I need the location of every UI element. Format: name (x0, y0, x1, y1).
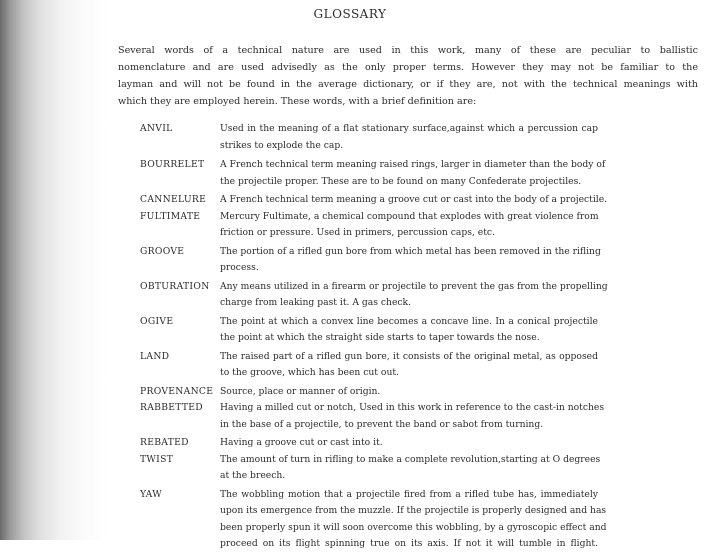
definition-line: A French technical term meaning a groove cut or cast into the body of a projectile. (220, 194, 608, 205)
definition-line: in the base of a projectile, to prevent the band or sabot from turning. (220, 418, 544, 430)
glossary-definition (220, 157, 606, 190)
glossary-entry (140, 192, 608, 209)
glossary-entry (140, 487, 607, 553)
glossary-term: PROVENANCE (140, 385, 214, 397)
definition-line: Any means utilized in a firearm or projectile to prevent the gas from the propelling (220, 280, 608, 292)
definition-line: Having a groove cut or cast into it. (220, 437, 383, 448)
glossary-definition (220, 314, 598, 347)
glossary-definition (220, 192, 608, 209)
glossary-list (140, 121, 608, 553)
definition-line: process. (220, 262, 259, 273)
page-title: GLOSSARY (313, 7, 387, 21)
glossary-entry (140, 157, 606, 190)
definition-line: Source, place or manner of origin. (220, 385, 381, 397)
definition-line: at the breech. (220, 470, 286, 481)
definition-line: Mercury Fultimate, a chemical compound that explodes with great violence from (220, 210, 599, 222)
glossary-entry (140, 279, 608, 312)
glossary-term: LAND (140, 350, 170, 362)
glossary-entry (140, 384, 600, 401)
glossary-definition (220, 279, 608, 312)
definition-line: Used in the meaning of a flat stationary surface,against which a percussion cap (220, 123, 598, 134)
glossary-term: YAW (140, 488, 162, 500)
glossary-definition (220, 121, 598, 154)
glossary-entry (140, 349, 600, 382)
glossary-definition (220, 349, 598, 382)
definition-line: friction or pressure. Used in primers, percussion caps, etc. (220, 227, 495, 238)
definition-line: strikes to explode the cap. (220, 139, 344, 151)
glossary-term: TWIST (140, 453, 174, 465)
definition-line: The raised part of a rifled gun bore, it consists of the original metal, as opposed (220, 350, 598, 362)
glossary-term: REBATED (140, 437, 189, 448)
definition-line: to the groove, which has been cut out. (220, 367, 399, 378)
intro-line: Several words of a technical nature are used in this work, many of these are peculiar to ballistic (118, 45, 698, 56)
definition-line: Having a milled cut or notch, Used in this work in reference to the cast-in notches (220, 402, 605, 413)
definition-line: the projectile proper. These are to be found on many Confederate projectiles. (220, 175, 582, 187)
glossary-entry (140, 209, 600, 242)
glossary-entry (140, 314, 600, 347)
glossary-entry (140, 244, 600, 277)
glossary-term: OBTURATION (140, 280, 210, 292)
glossary-entry (140, 452, 600, 485)
definition-line: upon its emergence from the muzzle. If the projectile is properly designed and has (220, 505, 607, 516)
intro-line: which they are employed herein. These words, with a brief definition are: (118, 96, 477, 107)
glossary-entry (140, 121, 600, 154)
glossary-term: FULTIMATE (140, 210, 201, 222)
intro-line: layman and will not be found in the average dictionary, or if they are, not with the technical meanings with (118, 79, 698, 90)
intro-paragraph (118, 42, 698, 110)
glossary-term: OGIVE (140, 315, 174, 327)
definition-line: the point at which the straight side starts to taper towards the nose. (220, 332, 540, 343)
glossary-definition (220, 384, 598, 401)
intro-line: nomenclature and are used advisedly as the only proper terms. However they may not be familiar to the (118, 62, 698, 73)
definition-line: The wobbling motion that a projectile fired from a rifled tube has, immediately (220, 488, 598, 500)
definition-line: The amount of turn in rifling to make a complete revolution,starting at O degrees (220, 453, 601, 465)
glossary-definition (220, 209, 598, 242)
glossary-definition (220, 435, 598, 452)
glossary-definition (220, 487, 607, 553)
definition-line: The point at which a convex line becomes a concave line. In a conical projectile (220, 315, 598, 327)
glossary-term: CANNELURE (140, 194, 207, 205)
definition-line: The portion of a rifled gun bore from which metal has been removed in the rifling (220, 245, 601, 257)
glossary-term: ANVIL (140, 123, 173, 134)
glossary-definition (220, 400, 605, 433)
glossary-definition (220, 244, 601, 277)
definition-line: charge from leaking past it. A gas check. (220, 297, 412, 308)
definition-line: A French technical term meaning raised rings, larger in diameter than the body of (220, 159, 606, 170)
glossary-entry (140, 400, 605, 433)
glossary-entry (140, 435, 600, 452)
glossary-definition (220, 452, 601, 485)
glossary-term: BOURRELET (140, 159, 205, 170)
glossary-term: RABBETTED (140, 402, 203, 413)
glossary-term: GROOVE (140, 245, 185, 257)
definition-line: been properly spun it will soon overcome this wobbling, by a gyroscopic effect and (220, 521, 607, 533)
definition-line: proceed on its flight spinning true on its axis. If not it will tumble in flight. (220, 538, 598, 549)
